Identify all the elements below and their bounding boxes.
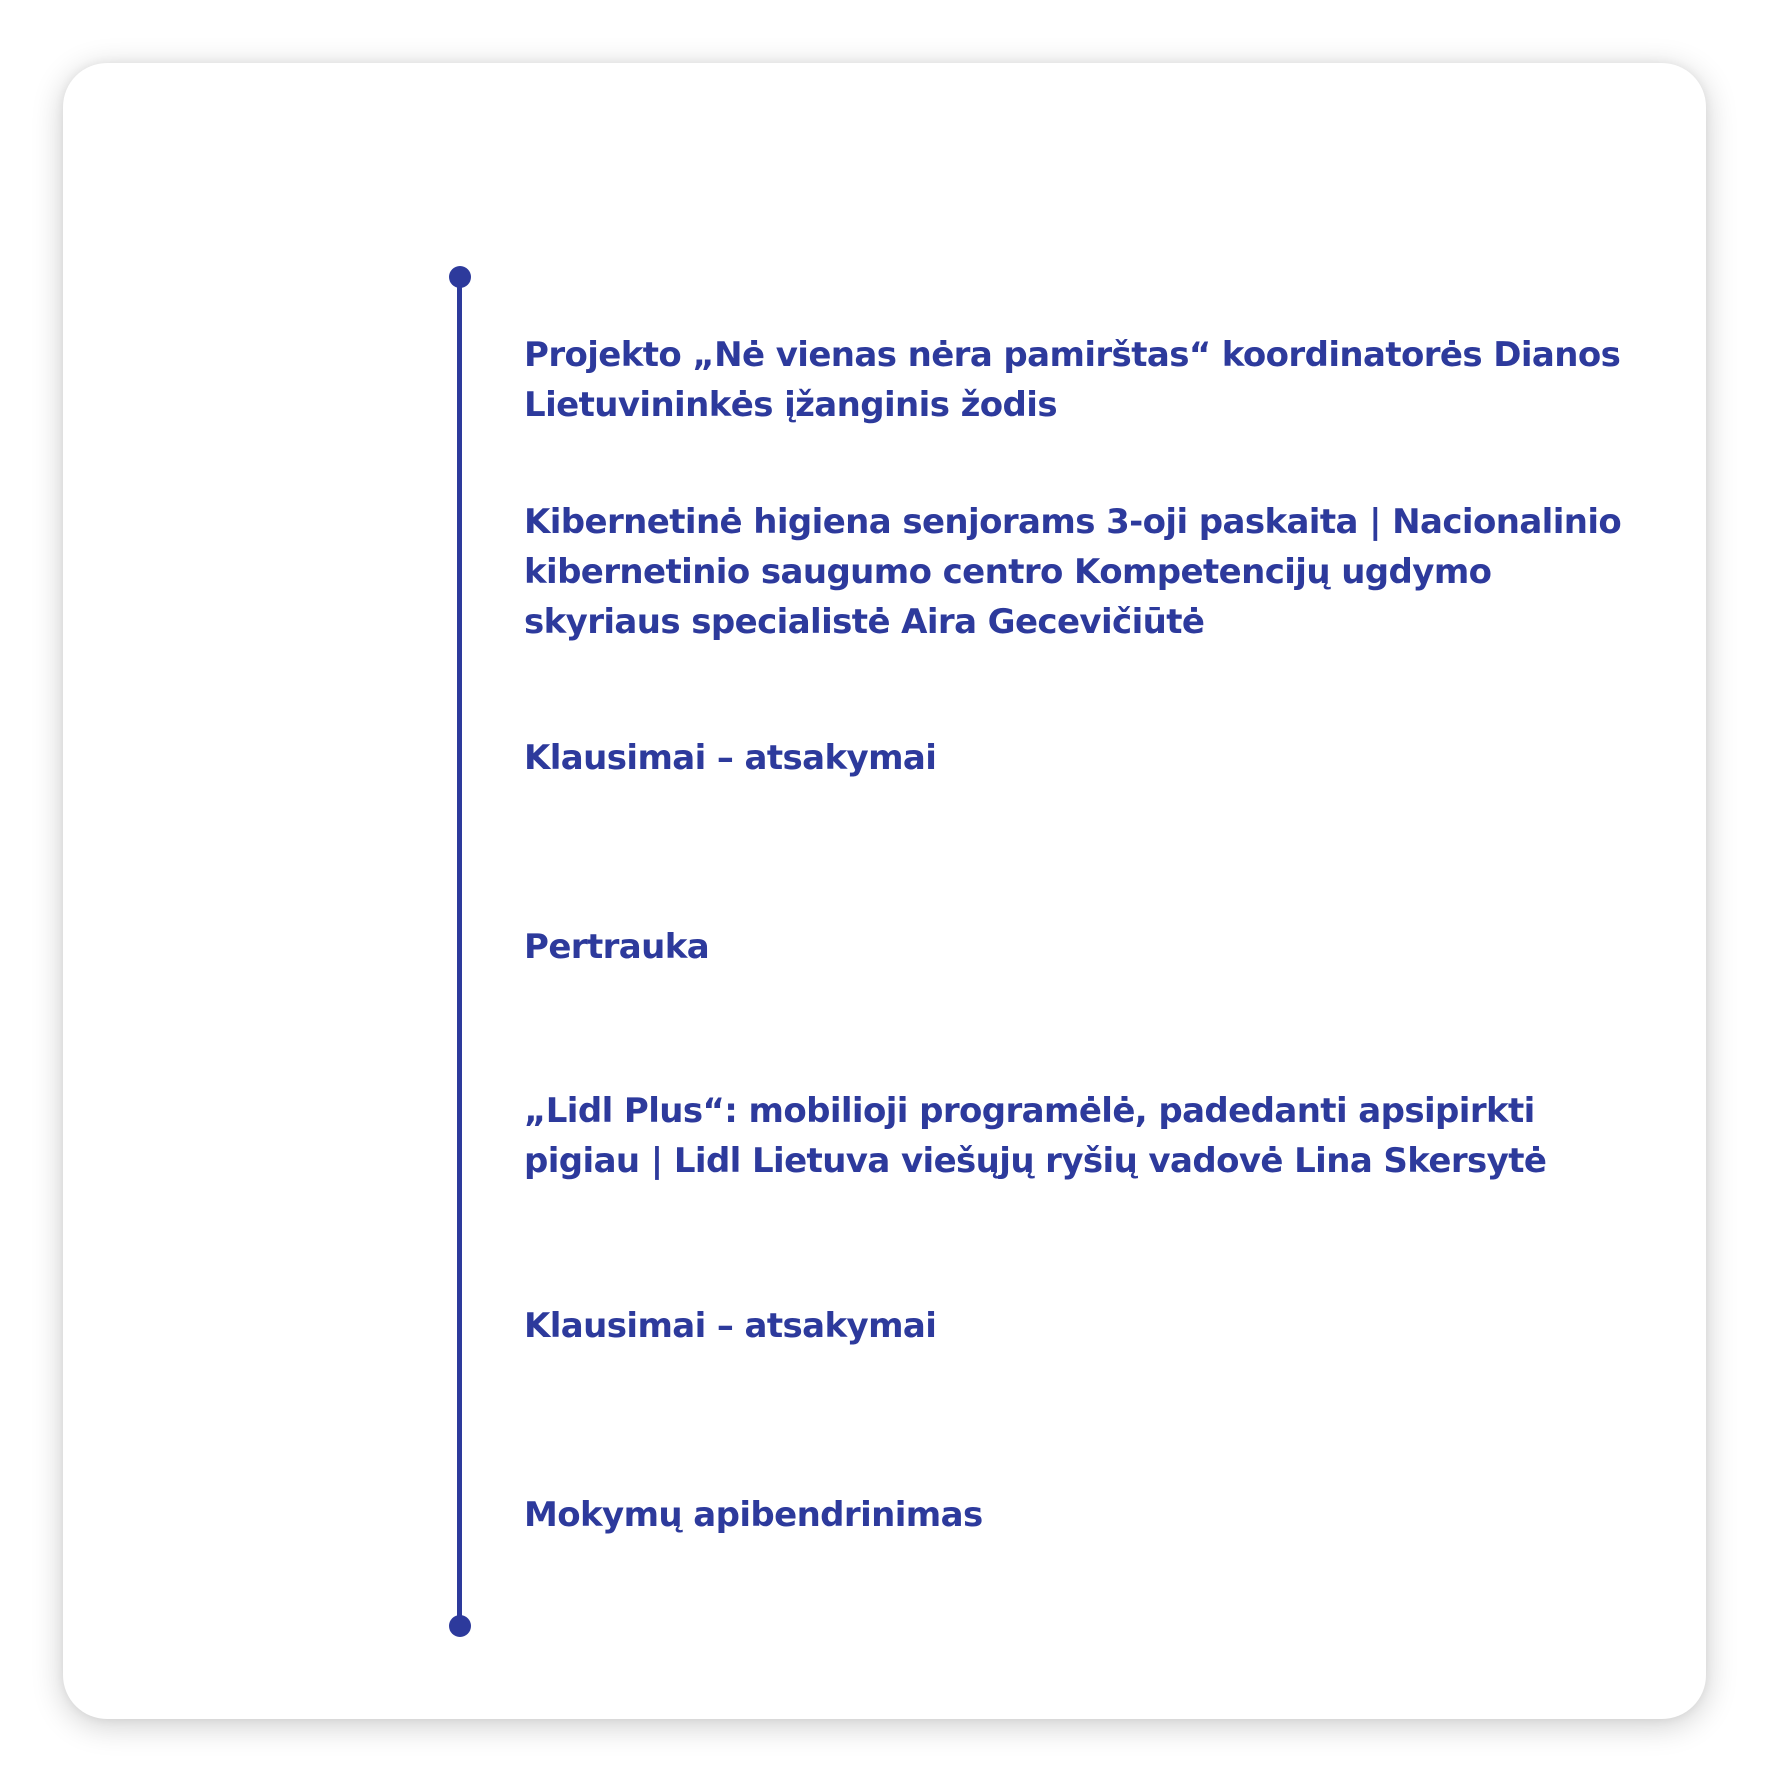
agenda-item-opening-remarks: Projekto „Nė vienas nėra pamirštas“ koordinatorės Dianos Lietuvininkės įžanginis žodis	[524, 335, 1621, 425]
agenda-item-qa-2: Klausimai – atsakymai	[524, 1306, 937, 1346]
agenda-item-summary: Mokymų apibendrinimas	[524, 1495, 983, 1535]
timeline-end-dot	[449, 1615, 471, 1637]
agenda-item-break: Pertrauka	[524, 927, 710, 967]
agenda-item-cyber-hygiene-lecture: Kibernetinė higiena senjorams 3-oji paskaita | Nacionalinio kibernetinio saugumo centro Kompetencijų ugdymo skyriaus specialistė Aira Gecevičiūtė	[524, 502, 1622, 642]
agenda-item-lidl-plus: „Lidl Plus“: mobilioji programėlė, padedanti apsipirkti pigiau | Lidl Lietuva viešųjų ryšių vadovė Lina Skersytė	[524, 1091, 1547, 1181]
agenda-card	[63, 63, 1706, 1719]
timeline-start-dot	[449, 266, 471, 288]
agenda-item-qa-1: Klausimai – atsakymai	[524, 738, 937, 778]
timeline-line	[457, 276, 462, 1626]
